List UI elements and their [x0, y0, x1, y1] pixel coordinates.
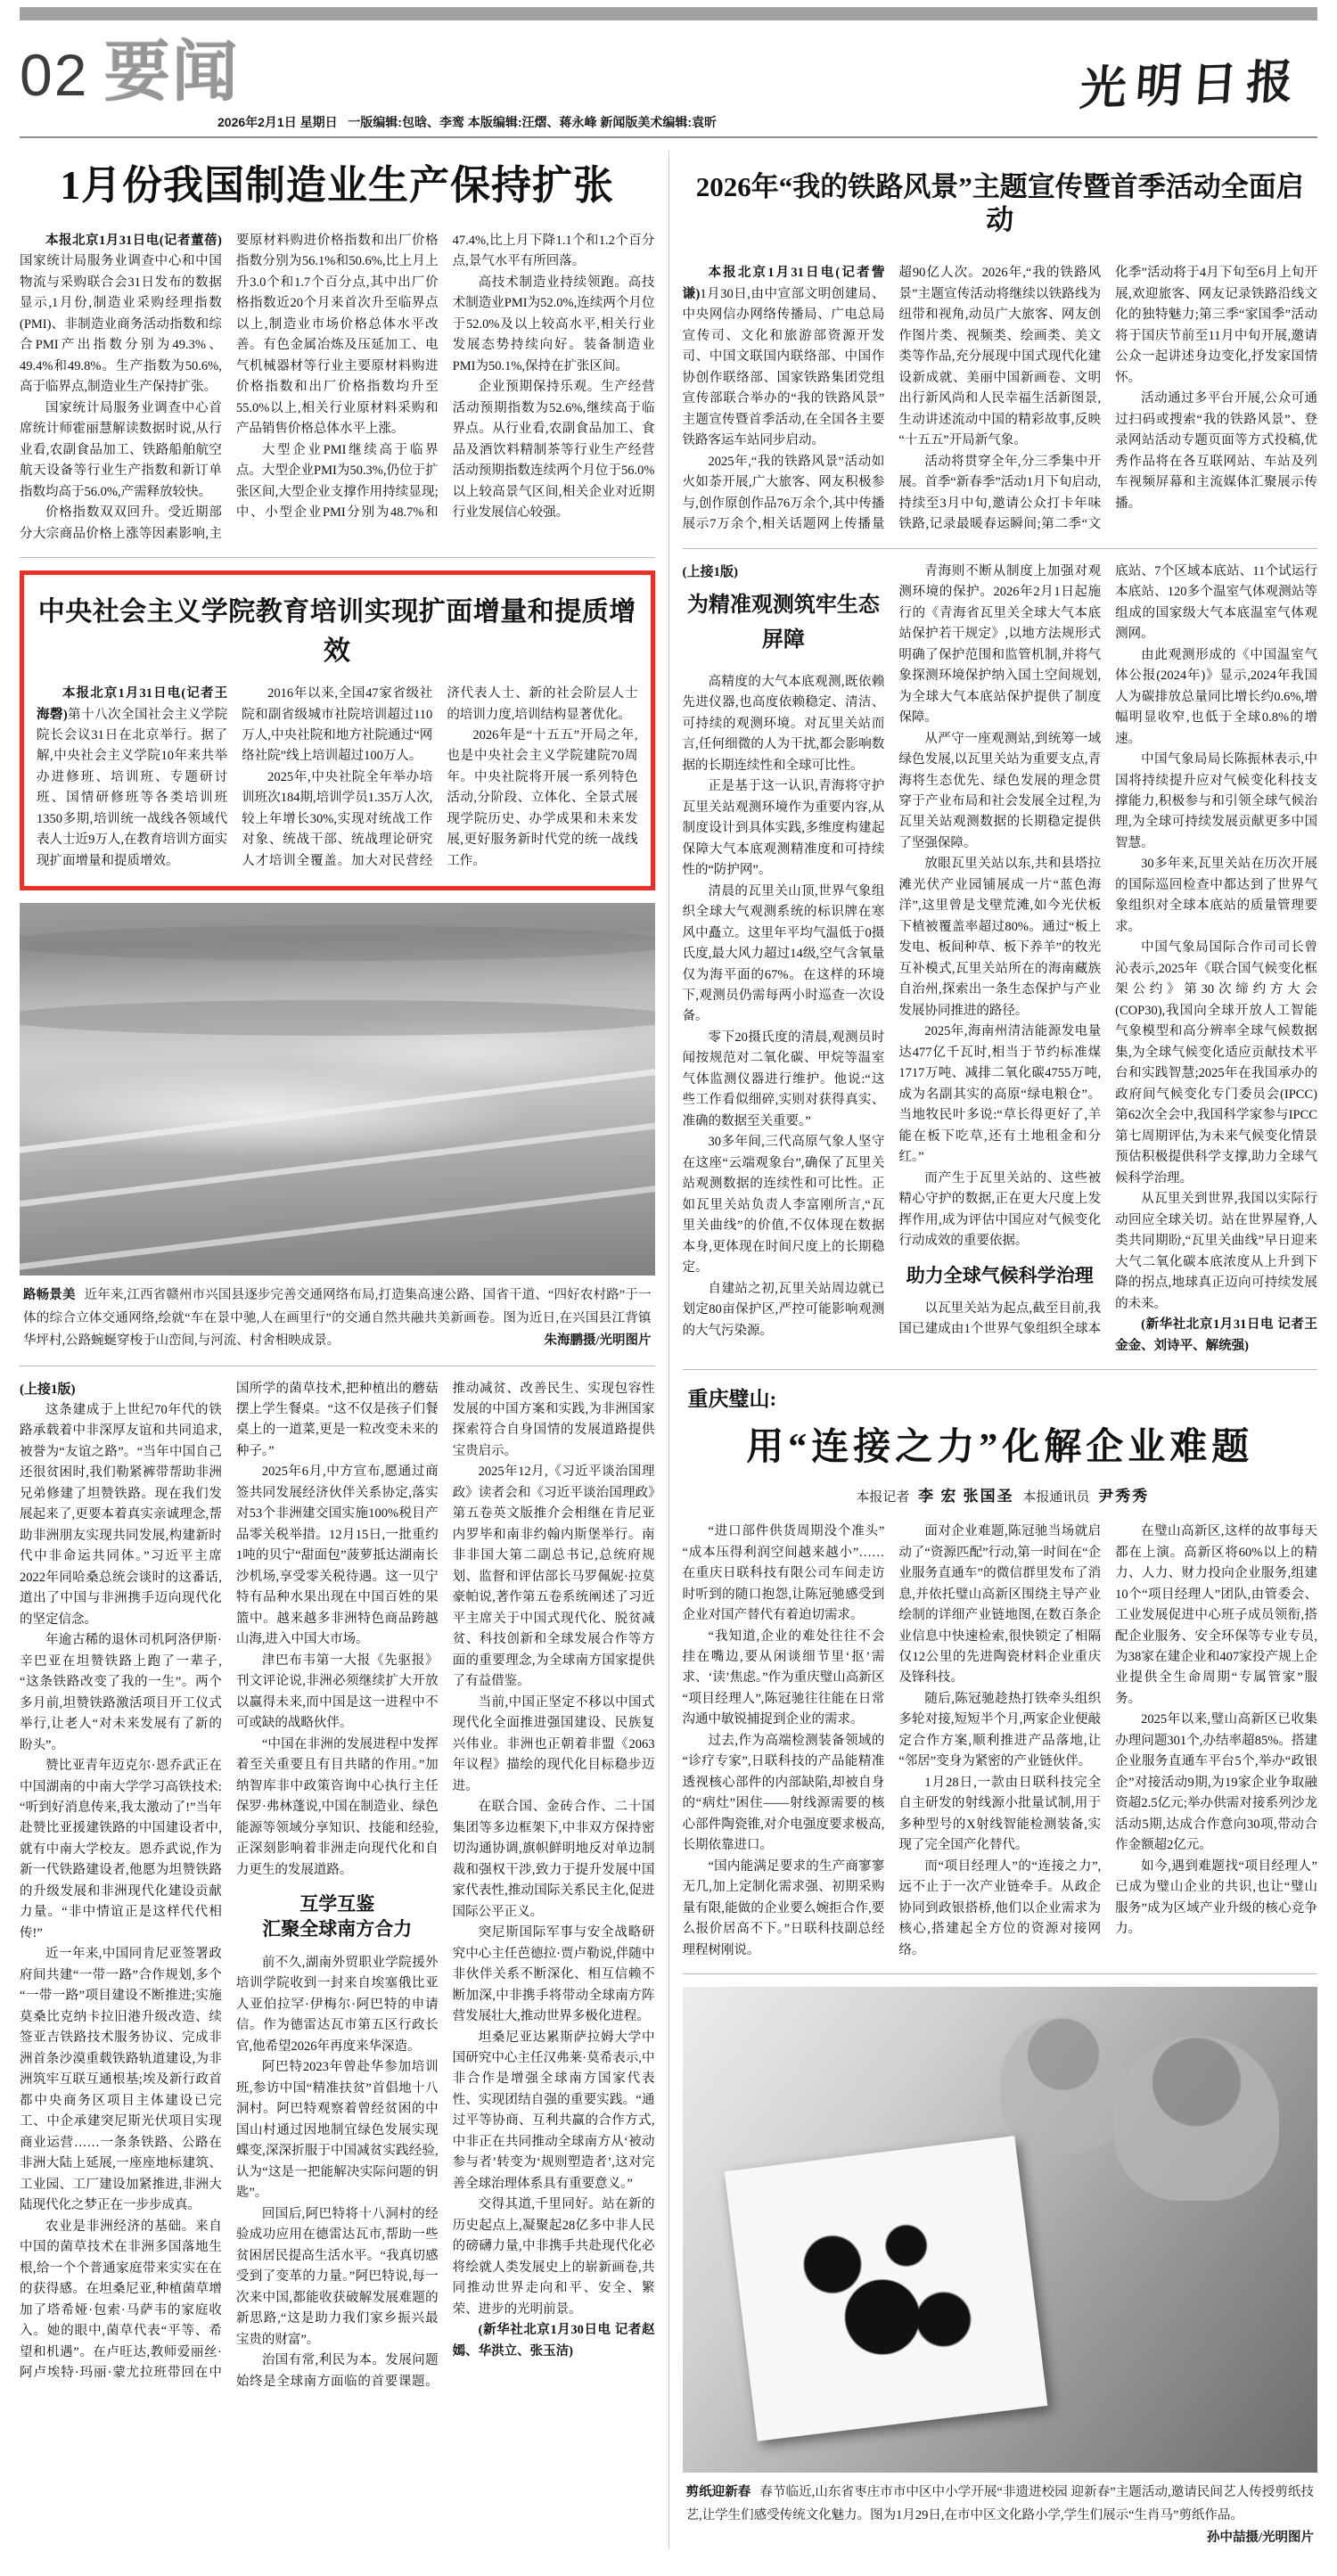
photo-credit: 孙中喆摄/光明图片	[1206, 2531, 1314, 2545]
article-waliguan	[683, 562, 1318, 1357]
body-paragraph: 而产生于瓦里关站的、这些被精心守护的数据,正在更大尺度上发挥作用,成为评估中国应对气候变化行动成效的重要依据。	[898, 1170, 1102, 1249]
subhead-line: 汇聚全球南方合力	[262, 1918, 413, 1940]
body-paragraph: 赞比亚青年迈克尔·恩乔武正在中国湖南的中南大学学习高铁技术:“听到好消息传来,我太激动了!”当年赴赞比亚援建铁路的中国建设者中,就有中南大学校友。恩乔武说,作为新一代铁路建设者,他愿为坦赞铁路的升级发展和非洲现代化建设贡献力量。“非中情谊正是这样代代相传!”	[20, 1759, 222, 1940]
body-paragraph: 这条建成于上世纪70年代的铁路承载着中非深厚友谊和共同追求,被誉为“友谊之路”。“当年中国自己还很贫困时,我们勒紧裤带帮助非洲兄弟修建了坦赞铁路。现在我们发展起来了,更要本着真实亲诚理念,帮助非洲朋友实现共同发展,构建新时代中非命运共同体。”习近平主席2022年同哈桑总统会谈时的这番话,道出了中国与非洲携手迈向现代化的坚定信念。	[20, 1402, 222, 1627]
body-paragraph: 放眼瓦里关站以东,共和县塔拉滩光伏产业园铺展成一片“蓝色海洋”,这里曾是戈壁荒滩,如今光伏板下植被覆盖率超过80%。通过“板上发电、板间种草、板下养羊”的牧光互补模式,瓦里关站所在的海南藏族自治州,探索出一条生态保护与产业发展协同推进的路径。	[898, 857, 1102, 1018]
wire-signature: (新华社北京1月31日电 记者王金金、刘诗平、解统强)	[1115, 1317, 1317, 1353]
caption-text: 春节临近,山东省枣庄市市中区中小学开展“非遗进校园 迎新春”主题活动,邀请民间艺人传授剪纸技艺,让学生们感受传统文化魅力。图为1月29日,在市中区文化路小学,学生们展示“生肖马”剪纸作品。	[685, 2485, 1314, 2523]
body-paragraph: 30多年间,三代高原气象人坚守在这座“云端观象台”,确保了瓦里关站观测数据的连续性和可比性。正如瓦里关站负责人李富刚所言,“瓦里关曲线”的价值,不仅体现在数据本身,更体现在时间尺度上的长期稳定。	[682, 1135, 885, 1276]
body-paragraph: 中国气象局国际合作司司长曾沁表示,2025年《联合国气候变化框架公约》第30次缔约方大会(COP30),我国向全球开放人工智能气象模型和高分辨率全球气候数据集,为全球气候变化适应贡献技术平台和实践智慧;2025年在我国承办的政府间气候变化专门委员会(IPCC)第62次全会中,我国科学家参与IPCC第七周期评估,为未来气候变化情景预估积极提供科学支撑,助力全球气候科学治理。	[1115, 940, 1317, 1185]
body-paragraph: 近一年来,中国同肯尼亚签署政府间共建“一带一路”合作规划,多个“一带一路”项目建设不断推进;实施莫桑比克纳卡拉旧港升级改造、续签亚吉铁路技术服务协议、完成非洲首条沙漠重载铁路轨道建设,为非洲筑牢互联互通根基;埃及新行政首都中央商务区项目主体建设已完工、中企承建突尼斯光伏项目实现商业运营……一条条铁路、公路在非洲大陆上延展,一座座地标建筑、工业园、工厂建设加紧推进,非洲大陆现代化之梦正在一步步成真。	[20, 1947, 222, 2213]
body-paragraph: 农业是非洲经济的基础。来自中国的菌草技术在非洲多国落地生根,给一个个普通家庭带来实实在在的获得感。在坦桑尼亚,种植菌草增加了塔希娅·包索·马萨韦的家庭收入。她的眼中,菌草代表“平等、希望和机遇”。在卢旺达,教师爱丽丝·阿卢埃特·玛丽·蒙尤拉班带回在中国所学的菌草技术,把种植出的蘑菇摆上学生餐桌。“这不仅是孩子们餐桌上的一道菜,更是一粒改变未来的种子。”	[20, 1381, 439, 2381]
page-number: 02	[20, 42, 89, 108]
body-paragraph: 阿巴特2023年曾赴华参加培训班,参访中国“精准扶贫”首倡地十八洞村。阿巴特观察着曾经贫困的中国山村通过因地制宜绿色发展实现蝶变,深深折服于中国减贫实践经验,认为“这是一把能解决实际问题的钥匙”。	[235, 2060, 439, 2201]
article-academy-redbox	[20, 570, 655, 890]
student-figure	[1000, 2016, 1128, 2153]
body-paragraph: 2025年,“我的铁路风景”活动如火如荼开展,广大旅客、网友积极参与,创作原创作品76万余个,其中传播展示7万余个,相关话题网上传播量超90亿人次。2026年,“我的铁路风景”主题宣传活动将继续以铁路线为纽带和视角,动员广大旅客、网友创作图片类、视频类、绘画类、美文类等作品,充分展现中国式现代化建设新成就、美丽中国新画卷、文明出行新风尚和人民幸福生活新图景,生动讲述流动中国的精彩故事,反映“十五五”开局新气象。	[682, 266, 1102, 532]
center-column-rule	[668, 151, 669, 2549]
wire-signature: (新华社北京1月30日电 记者赵嫣、华洪立、张玉洁)	[452, 2323, 655, 2359]
body-paragraph: 在璧山高新区,这样的故事每天都在上演。高新区将60%以上的精力、人力、财力投向企业服务,组建10个“项目经理人”团队,由管委会、工业发展促进中心班子成员领衔,搭配企业服务、安全环保等专业专员,为38家在建企业和407家投产规上企业提供全生命周期“专属管家”服务。	[1115, 1524, 1317, 1706]
byline-label: 本报通讯员	[1022, 1490, 1090, 1505]
article-academy-headline: 中央社会主义学院教育培训实现扩面增量和提质增效	[37, 597, 636, 667]
body-paragraph: 清晨的瓦里关山顶,世界气象组织全球大气观测系统的标识牌在寒风中矗立。这里年平均气温低于0摄氏度,最大风力超过14级,空气含氧量仅为海平面的67%。在这样的环境下,观测员仍需每两小时巡查一次设备。	[682, 883, 885, 1024]
divider	[683, 548, 1318, 549]
body-paragraph: 面对企业难题,陈冠驰当场就启动了“资源匹配”行动,第一时间在“企业服务直通车”的微信群里发布了消息,并依托璧山高新区围绕主导产业绘制的详细产业链地图,在数百条企业信息中快速检索,很快锁定了相隔仅12公里的先进陶瓷材料企业重庆及锋科技。	[898, 1524, 1102, 1686]
body-paragraph: 2025年,中央社院全年举办培训班次184期,培训学员1.35万人次,较上年增长30%,实现对统战工作对象、统战干部、统战理论研究人才培训全覆盖。加大对民营经济代表人士、新的社会阶层人士的培训力度,培训结构显著优化。	[242, 686, 638, 868]
body-paragraph: 1月28日,一款由日联科技完全自主研发的射线源小批量试制,用于多种型号的X射线智能检测装备,实现了完全国产化替代。	[898, 1775, 1102, 1853]
road-landscape-photo	[20, 903, 655, 1276]
body-paragraph: 高精度的大气本底观测,既依赖先进仪器,也高度依赖稳定、清洁、可持续的观测环境。对瓦里关站而言,任何细微的人为干扰,都会影响数据的长期连续性和全球可比性。	[682, 674, 885, 773]
body-paragraph: 2025年12月,《习近平谈治国理政》读者会和《习近平谈治国理政》第五卷英文版推介会相继在肯尼亚内罗毕和南非约翰内斯堡举行。南非非国大第二副总书记,总统府规划、监督和评估部长马罗佩妮·拉莫豪帕说,著作第五卷系统阐述了习近平主席关于中国式现代化、脱贫减贫、科技创新和全球发展合作等方面的重要理念,为全球南方国家提供了有益借鉴。	[452, 1464, 655, 1689]
lead-text: 1月30日,由中宣部文明创建局、中央网信办网络传播局、广电总局宣传司、文化和旅游部资源开发司、中国文联国内联络部、中国作协创作联络部、国家铁路集团党组宣传部联合举办的“我的铁路风景”主题宣传暨首季活动,在全国各主要铁路客运车站同步启动。	[682, 286, 885, 448]
body-paragraph: 30多年来,瓦里关站在历次开展的国际巡回检查中都达到了世界气象组织对全球本底站的质量管理要求。	[1115, 857, 1317, 934]
article-bishan-byline	[683, 1483, 1318, 1505]
article-railway	[683, 170, 1318, 536]
article-railway-body	[683, 263, 1318, 535]
body-paragraph: 治国有常,利民为本。发展问题始终是全球南方面临的首要课题。推动减贫、改善民生、实现包容性发展的中国方案和实践,为非洲国家探索符合自身国情的发展道路提供宝贵启示。	[235, 1381, 655, 2389]
body-paragraph: 津巴布韦第一大报《先驱报》刊文评论说,非洲必须继续扩大开放以赢得未来,而中国是这一进程中不可或缺的战略伙伴。	[235, 1653, 439, 1731]
body-paragraph: 自建站之初,瓦里关站周边就已划定80亩保护区,严控可能影响观测的大气污染源。	[682, 1281, 885, 1338]
dateline-reporter: 本报北京1月31日电(记者董蓓)	[45, 233, 222, 248]
body-paragraph: 在联合国、金砖合作、二十国集团等多边框架下,中非双方保持密切沟通协调,旗帜鲜明地反对单边制裁和强权干涉,致力于提升发展中国家代表性,推动国际关系民主化,促进国际公平正义。	[452, 1800, 655, 1919]
article-pmi	[20, 163, 655, 545]
body-paragraph: 高技术制造业持续领跑。高技术制造业PMI为52.0%,连续两个月位于52.0%及以上较高水平,相关行业发展态势持续向好。装备制造业PMI为50.1%,保持在扩张区间。	[452, 275, 655, 373]
body-paragraph: 而“项目经理人”的“连接之力”,远不止于一次产业链牵手。从政企协同到政银搭桥,他们以企业需求为核心,搭建起全方位的资源对接网络。	[898, 1858, 1102, 1957]
road-shape	[20, 1066, 655, 1157]
left-half	[20, 151, 655, 2549]
page-header	[20, 37, 1317, 138]
body-paragraph: 青海则不断从制度上加强对观测环境的保护。2026年2月1日起施行的《青海省瓦里关全球大气本底站保护若干规定》,以地方法规形式明确了保护范围和监管机制,并将气象探测环境保护纳入国土空间规划,为全球大气本底站保护提供了制度保障。	[898, 563, 1102, 726]
body-paragraph: 2025年以来,璧山高新区已收集办理问题301个,办结率超85%。搭建企业服务直通车平台5个,举办“政银企”对接活动9期,为19家企业争取融资超2.5亿元;举办供需对接系列沙龙活动5期,达成合作意向30项,带动合作金额超2亿元。	[1115, 1712, 1317, 1853]
body-paragraph: 随后,陈冠驰趁热打铁牵头组织多轮对接,短短半个月,两家企业便敲定合作方案,顺利推进产品落地,让“邻居”变身为紧密的产业链伙伴。	[898, 1691, 1102, 1769]
divider	[20, 557, 655, 558]
papercut-horse-pattern	[760, 2178, 998, 2398]
body-paragraph: 大型企业PMI继续高于临界点。大型企业PMI为50.3%,仍位于扩张区间,大型企业支撑作用持续显现;中、小型企业PMI分别为48.7%和47.4%,比上月下降1.1个和1.2个百分点,景气水平有所回落。	[235, 233, 655, 521]
lead-text: 第十八次全国社会主义学院院长会议31日在北京举行。据了解,中央社会主义学院10年来共举办进修班、培训班、专题研讨班、国情研修班等各类培训班1350多期,培训统一战线各领域代表人士近9万人,在教育培训方面实现扩面增量和提质增效。	[37, 707, 228, 868]
publish-date: 2026年2月1日 星期日	[217, 115, 338, 129]
article-railway-headline: 2026年“我的铁路风景”主题宣传暨首季活动全面启动	[695, 171, 1304, 236]
article-bishan-body	[683, 1522, 1318, 1961]
body-paragraph: 2025年,海南州清洁能源发电量达477亿千瓦时,相当于节约标准煤1717万吨、减排二氧化碳4755万吨,成为名副其实的高原“绿电粮仓”。当地牧民叶多说:“草长得更好了,羊能在板下吃草,还有土地租金和分红。”	[898, 1024, 1102, 1165]
papercut-photo	[683, 1987, 1318, 2473]
article-waliguan-subhead: 助力全球气候科学治理	[906, 1264, 1094, 1286]
body-paragraph: 交得其道,千里同好。站在新的历史起点上,凝聚起28亿多中非人民的磅礴力量,中非携手共赴现代化必将绘就人类发展史上的崭新画卷,共同推动世界走向和平、安全、繁荣、进步的光明前景。	[452, 2197, 655, 2317]
photo-caption-roads	[23, 1284, 652, 1352]
body-paragraph: 如今,遇到难题找“项目经理人”已成为璧山企业的共识,也让“璧山服务”成为区域产业升级的核心竞争力。	[1115, 1858, 1317, 1937]
editors-credit: 一版编辑:包晗、李鸾 本版编辑:汪熠、蒋永峰 新闻版美术编辑:袁昕	[348, 115, 718, 129]
body-paragraph: 活动将贯穿全年,分三季集中开展。首季“新春季”活动1月下旬启动,持续至3月中旬,邀请公众打卡年味铁路,记录最暖春运瞬间;第二季“文化季”活动将于4月下旬至6月上旬开展,欢迎旅客、网友记录铁路沿线文化的独特魅力;第三季“家国季”活动将于国庆节前至11月中旬开展,邀请公众一起讲述身边变化,抒发家国情怀。	[898, 266, 1317, 532]
date-editors-line	[217, 113, 717, 131]
caption-text: 近年来,江西省赣州市兴国县逐步完善交通网络布局,打造集高速公路、国省干道、“四好农村路”于一体的综合立体交通网络,绘就“车在景中驰,人在画里行”的交通自然共融共美新画卷。图为近日,在兴国县江背镇华坪村,公路蜿蜒穿梭于山峦间,与河流、村舍相映成景。	[23, 1288, 652, 1349]
body-paragraph: 中国气象局局长陈振林表示,中国将持续提升应对气候变化科技支撑能力,积极参与和引领全球气候治理,为全球可持续发展贡献更多中国智慧。	[1115, 752, 1317, 850]
continued-label: (上接1版)	[20, 1382, 76, 1397]
mountain-ridge-shape	[20, 1000, 655, 1036]
article-waliguan-head: 为精准观测筑牢生态屏障	[686, 593, 880, 652]
dateline-reporter: 本报北京1月31日电(记者王海磬)	[37, 686, 228, 722]
body-paragraph: 突尼斯国际军事与安全战略研究中心主任芭德拉·贾卢勒说,伴随中非伙伴关系不断深化、相互信赖不断加深,中非携手将带动全球南方阵营发展壮大,推动世界多极化进程。	[452, 1925, 655, 2024]
top-gray-bar	[20, 7, 1317, 21]
article-africa-body	[20, 1379, 655, 2392]
body-paragraph: 活动通过多平台开展,公众可通过扫码或搜索“我的铁路风景”、登录网站活动专题页面等方式投稿,优秀作品将在各互联网站、车站及列车视频屏幕和主流媒体汇聚展示传播。	[1115, 391, 1317, 511]
body-paragraph: 年逾古稀的退休司机阿洛伊斯·辛巴亚在坦赞铁路上跑了一辈子,“这条铁路改变了我的一生”。两个多月前,坦赞铁路激活项目开工仪式举行,让老人“对未来发展有了新的盼头”。	[20, 1633, 222, 1752]
article-academy-body	[37, 684, 638, 872]
byline-label: 本报记者	[856, 1490, 910, 1505]
body-paragraph	[683, 263, 885, 451]
mountain-ridge-shape	[20, 925, 655, 961]
photo-credit: 朱海鹏摄/光明图片	[544, 1333, 652, 1349]
body-paragraph: 前不久,湖南外贸职业学院援外培训学院收到一封来自埃塞俄比亚人亚伯拉罕·伊梅尔·阿巴特的申请信。作为德雷达瓦市第五区行政长官,他希望2026年再度来华深造。	[235, 1955, 439, 2054]
body-paragraph: 当前,中国正坚定不移以中国式现代化全面推进强国建设、民族复兴伟业。非洲也正朝着非盟《2063年议程》描绘的现代化目标稳步迈进。	[452, 1694, 655, 1793]
body-paragraph	[37, 684, 227, 872]
body-paragraph: 2026年是“十五五”开局之年,也是中央社会主义学院建院70周年。中央社院将开展一系列特色活动,分阶段、立体化、全景式展现学院历史、办学成果和未来发展,更好服务新时代党的统一战线工作。	[447, 727, 638, 868]
body-paragraph: 回国后,阿巴特将十八洞村的经验成功应用在德雷达瓦市,帮助一些贫困居民提高生活水平。“我真切感受到了变革的力量。”阿巴特说,每一次来中国,都能收获破解发展难题的新思路,“这是助力我们家乡振兴最宝贵的财富”。	[235, 2206, 439, 2347]
body-paragraph: “进口部件供货周期没个准头”“成本压得利润空间越来越小”……在重庆日联科技有限公司车间走访时听到的随口抱怨,让陈冠驰感受到企业对国产替代有着迫切需求。	[682, 1524, 885, 1623]
article-bishan-headline: 用“连接之力”化解企业难题	[746, 1427, 1254, 1469]
body-paragraph: 由此观测形成的《中国温室气体公报(2024年)》显示,2024年我国人为碳排放总量同比增长约0.6%,增幅明显收窄,也低于全球0.8%的增速。	[1115, 647, 1317, 746]
body-paragraph: 企业预期保持乐观。生产经营活动预期指数为52.6%,继续高于临界点。从行业看,农副食品加工、食品及酒饮料精制茶等行业生产经营活动预期指数连续两个月位于56.0%以上较高景气区间,相关企业对近期行业发展信心较强。	[452, 380, 655, 521]
body-paragraph	[20, 231, 222, 398]
body-paragraph: 2025年6月,中方宣布,愿通过商签共同发展经济伙伴关系协定,落实对53个非洲建交国实施100%税目产品零关税举措。12月15日,一批重约1吨的贝宁“甜面包”菠萝抵达湖南长沙机场,享受零关税待遇。这一贝宁特有品种水果出现在中国百姓的果篮中。越来越多非洲特色商品跨越山海,进入中国大市场。	[235, 1464, 439, 1647]
divider	[683, 1369, 1318, 1370]
caption-lead: 剪纸迎新春	[685, 2485, 751, 2500]
article-bishan-kicker: 重庆璧山:	[687, 1388, 777, 1411]
body-paragraph: 零下20摄氏度的清晨,观测员时闻按规范对二氧化碳、甲烷等温室气体监测仪器进行维护。他说:“这些工作看似细碎,实则对获得真实、准确的数据至关重要。”	[682, 1030, 885, 1128]
lead-text: 国家统计局服务业调查中心和中国物流与采购联合会31日发布的数据显示,1月份,制造业采购经理指数(PMI)、非制造业商务活动指数和综合PMI产出指数分别为49.3%、49.4%和49.8%。生产指数为50.6%,高于临界点,制造业生产保持扩张。	[20, 254, 222, 395]
article-bishan	[683, 1382, 1318, 1961]
article-pmi-body	[20, 231, 655, 545]
body-paragraph: 过去,作为高端检测装备领域的“诊疗专家”,日联科技的产品能精准透视核心部件的内部缺陷,却被自身的“病灶”困住——射线源需要的核心部件陶瓷锥,对介电强度要求极高,长期依靠进口。	[682, 1733, 885, 1853]
body-paragraph: 从严守一座观测站,到统筹一域绿色发展,以瓦里关站为重要支点,青海将生态优先、绿色发展的理念贯穿于产业布局和社会发展全过程,为瓦里关站观测数据的长期稳定提供了坚强保障。	[898, 731, 1102, 850]
right-half	[683, 151, 1318, 2549]
body-paragraph: 以瓦里关站为起点,截至目前,我国已建成由1个世界气象组织全球本底站、7个区域本底站、11个试运行本底站、120多个温室气体观测站等组成的国家级大气本底温室气体观测网。	[898, 563, 1317, 1337]
caption-lead: 路畅景美	[23, 1288, 76, 1303]
subhead-line: 互学互鉴	[299, 1893, 375, 1916]
body-paragraph: 正是基于这一认识,青海将守护瓦里关站观测环境作为重要内容,从制度设计到具体实践,多维度构建起保障大气本底观测精准度和可持续性的“防护网”。	[682, 779, 885, 878]
body-paragraph: “中国在非洲的发展进程中发挥着至关重要且有目共睹的作用。”加纳智库非中政策咨询中心执行主任保罗·弗林蓬说,中国在制造业、绿色能源等领域分享知识、技能和经验,正深刻影响着非洲走向现代化和自力更生的发展道路。	[235, 1736, 439, 1877]
continued-label: (上接1版)	[682, 564, 738, 579]
masthead-logo: 光明日报	[1078, 56, 1304, 116]
body-paragraph: 从瓦里关到世界,我国以实际行动回应全球关切。站在世界屋脊,人类共同期盼,“瓦里关曲线”早日迎来大气二氧化碳本底浓度从上升到下降的拐点,地球真正迈向可持续发展的未来。	[1115, 1192, 1317, 1311]
page-content	[20, 151, 1317, 2549]
article-africa-subhead	[236, 1891, 439, 1942]
article-waliguan-body	[683, 562, 1318, 1357]
photo-caption-papercut	[685, 2482, 1315, 2545]
body-paragraph: 坦桑尼亚达累斯萨拉姆大学中国研究中心主任汉弗莱·莫希表示,中非合作是增强全球南方国家代表性、实现团结自强的重要实践。“通过平等协商、互利共赢的合作方式,中非正在共同推动全球南方从‘被动参与者’转变为‘规则塑造者’,这对完善全球治理体系具有重要意义。”	[452, 2030, 655, 2191]
article-africa	[20, 1379, 655, 2392]
article-pmi-headline: 1月份我国制造业生产保持扩张	[60, 163, 614, 208]
byline-names: 尹秀秀	[1098, 1488, 1150, 1505]
divider	[683, 1973, 1318, 1974]
body-paragraph: “国内能满足要求的生产商寥寥无几,加上定制化需求强、初期采购量有限,能做的企业要么婉拒合作,要么报价居高不下。”日联科技副总经理程树刚说。	[682, 1858, 885, 1957]
body-paragraph: 2016年以来,全国47家省级社院和副省级城市社院培训超过110万人,中央社院和地方社院通过“网络社院”线上培训超过100万人。	[242, 686, 433, 764]
body-paragraph: 价格指数双双回升。受近期部分大宗商品价格上涨等因素影响,主要原材料购进价格指数和出厂价格指数分别为56.1%和50.6%,比上月上升3.0个和1.7个百分点,其中出厂价格指数近20个月来首次升至临界点以上,制造业市场价格总体水平改善。有色金属冶炼及压延加工、电气机械器材等行业主要原材料购进价格指数和出厂价格指数均升至55.0%以上,相关行业原材料采购和产品销售价格总体水平上涨。	[20, 233, 439, 541]
byline-names: 李 宏 张国圣	[918, 1488, 1014, 1505]
body-paragraph: 国家统计局服务业调查中心首席统计师霍丽慧解读数据时说,从行业看,农副食品加工、铁路船舶航空航天设备等行业生产指数和新订单指数均高于56.0%,产需释放较快。	[20, 400, 222, 499]
student-figure	[1114, 2036, 1279, 2201]
section-title: 要闻	[104, 37, 240, 110]
body-paragraph: “我知道,企业的难处往往不会挂在嘴边,要从闲谈细节里‘抠’需求、‘读’焦虑。”作为重庆璧山高新区“项目经理人”,陈冠驰往往能在日常沟通中敏锐捕捉到企业的需求。	[682, 1628, 885, 1727]
dateline-reporter: 本报北京1月31日电(记者訾谦)	[682, 266, 885, 301]
